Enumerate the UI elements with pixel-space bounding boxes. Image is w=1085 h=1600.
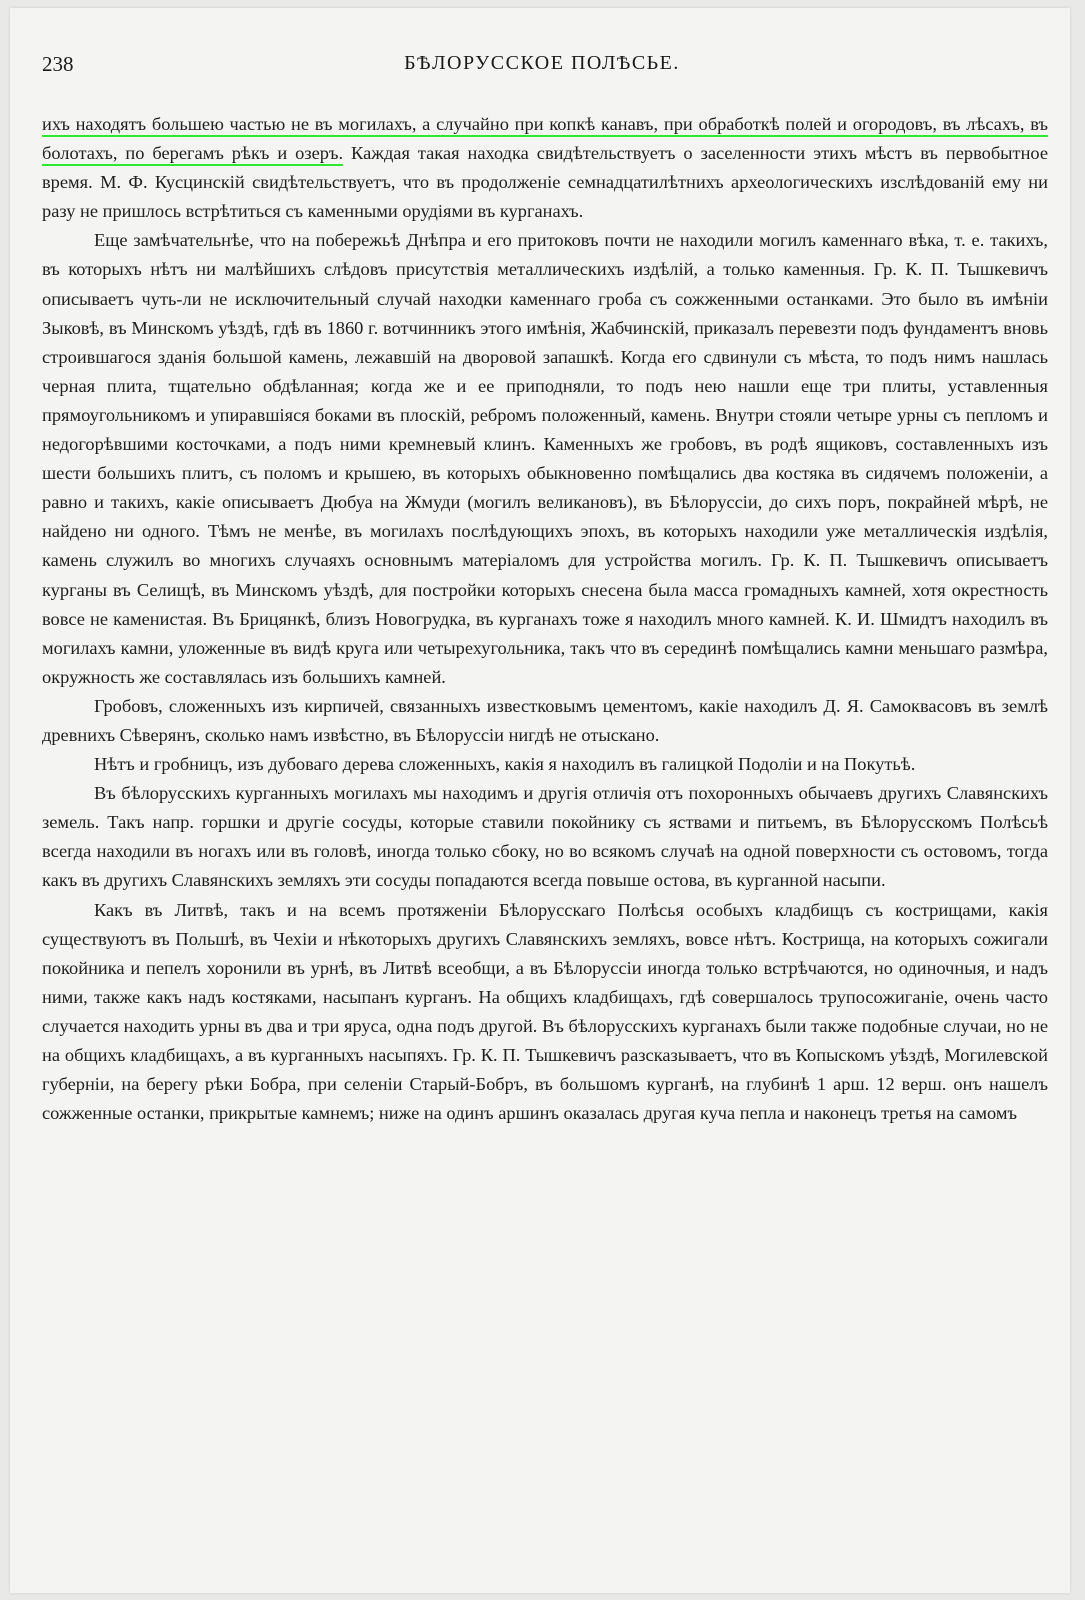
book-page [10, 8, 1070, 1593]
running-title: БѢЛОРУССКОЕ ПОЛѢСЬЕ. [404, 52, 680, 74]
paragraph: Какъ въ Литвѣ, такъ и на всемъ протяженіи Бѣлорусскаго Полѣсья особыхъ кладбищъ съ кострищами, какія существуютъ въ Польшѣ, въ Чехіи и нѣкоторыхъ другихъ Славянскихъ земляхъ, вовсе нѣтъ. Кострища, на которыхъ сожигали покойника и пепелъ хоронили въ урнѣ, въ Литвѣ всеобщи, а въ Бѣлоруссіи иногда только встрѣчаются, но одиночныя, и надъ ними, также какъ надъ костяками, насыпанъ курганъ. На общихъ кладбищахъ, гдѣ совершалось трупосожиганіе, очень часто случается находить урны въ два и три яруса, одна подъ другой. Въ бѣлорусскихъ курганахъ были также подобные случаи, но не на общихъ кладбищахъ, а въ курганныхъ насыпяхъ. Гр. К. П. Тышкевичъ разсказываетъ, что въ Копыскомъ уѣздѣ, Могилевской губерніи, на берегу рѣки Бобра, при селеніи Старый-Бобръ, въ большомъ курганѣ, на глубинѣ 1 арш. 12 верш. онъ нашелъ сожженные останки, прикрытые камнемъ; ниже на одинъ аршинъ оказалась другая куча пепла и наконецъ третья на самомъ [42, 899, 1048, 1124]
page-number: 238 [42, 52, 74, 76]
running-header [42, 52, 1042, 88]
paragraph: Еще замѣчательнѣе, что на побережьѣ Днѣпра и его притоковъ почти не находили могилъ каменнаго вѣка, т. е. такихъ, въ которыхъ нѣтъ ни малѣйшихъ слѣдовъ присутствія металлическихъ издѣлій, а только каменныя. Гр. К. П. Тышкевичъ описываетъ чуть-ли не исключительный случай находки каменнаго гроба съ сожженными останками. Это было въ имѣніи Зыковѣ, въ Минскомъ уѣздѣ, гдѣ въ 1860 г. вотчинникъ этого имѣнія, Жабчинскій, приказалъ перевезти подъ фундаментъ вновь строившагося зданія большой камень, лежавшій на дворовой запашкѣ. Когда его сдвинули съ мѣста, то подъ нимъ нашлась черная плита, тщательно обдѣланная; когда же и ее приподняли, то подъ нею нашли еще три плиты, уставленныя прямоугольникомъ и упиравшіяся боками въ плоскій, ребромъ положенный, камень. Внутри стояли четыре урны съ пепломъ и недогорѣвшими косточками, а подъ ними кремневый клинъ. Каменныхъ же гробовъ, въ родѣ ящиковъ, составленныхъ изъ шести большихъ плитъ, съ поломъ и крышею, въ которыхъ обыкновенно помѣщались два костяка въ сидячемъ положеніи, а равно и такихъ, какіе описываетъ Дюбуа на Жмуди (могилъ великановъ), въ Бѣлоруссіи, до сихъ поръ, покрайней мѣрѣ, не найдено ни одного. Тѣмъ не менѣе, въ могилахъ послѣдующихъ эпохъ, въ которыхъ находили уже металлическія издѣлія, камень служилъ во многихъ случаяхъ основнымъ матеріаломъ для устройства могилъ. Гр. К. П. Тышкевичъ описываетъ курганы въ Селищѣ, въ Минскомъ уѣздѣ, для постройки которыхъ снесена была масса громадныхъ камней, хотя окрестность вовсе не каменистая. Въ Брицянкѣ, близъ Новогрудка, въ курганахъ тоже я находилъ много камней. К. И. Шмидтъ находилъ въ могилахъ камни, уложенные въ видѣ круга или четырехугольника, такъ что въ серединѣ помѣщались камни меньшаго размѣра, окружность же составлялась изъ большихъ камней. [42, 230, 1048, 687]
paragraph: Нѣтъ и гробницъ, изъ дубоваго дерева сложенныхъ, какія я находилъ въ галицкой Подоліи и на Покутьѣ. [94, 754, 916, 775]
page-body [42, 110, 1048, 1128]
paragraph-continued [42, 110, 1048, 226]
paragraph: Гробовъ, сложенныхъ изъ кирпичей, связанныхъ известковымъ цементомъ, какіе находилъ Д. Я. Самоквасовъ въ землѣ древнихъ Сѣверянъ, сколько намъ извѣстно, въ Бѣлоруссіи нигдѣ не отыскано. [42, 695, 1048, 745]
highlighted-passage: ихъ находятъ большею частью не въ могилахъ, а случайно при копкѣ канавъ, при обработкѣ полей и огородовъ, въ лѣсахъ, въ болотахъ, по берегамъ рѣкъ и озеръ. [42, 114, 1048, 164]
paragraph-continued-rest: Каждая такая находка свидѣтельствуетъ о заселенности этихъ мѣстъ въ первобытное время. М. Ф. Кусцинскій свидѣтельствуетъ, что въ продолженіе семнадцатилѣтнихъ археологическихъ изслѣдованій ему ни разу не пришлось встрѣтиться съ каменными орудіями въ курганахъ. [42, 143, 1048, 222]
paragraph: Въ бѣлорусскихъ курганныхъ могилахъ мы находимъ и другія отличія отъ похоронныхъ обычаевъ другихъ Славянскихъ земель. Такъ напр. горшки и другіе сосуды, которые ставили покойнику съ яствами и питьемъ, въ Бѣлорусскомъ Полѣсьѣ всегда находили въ ногахъ или въ головѣ, иногда только сбоку, но во всякомъ случаѣ на одной поверхности съ остовомъ, тогда какъ въ другихъ Славянскихъ земляхъ эти сосуды попадаются всегда повыше остова, въ курганной насыпи. [42, 783, 1048, 891]
